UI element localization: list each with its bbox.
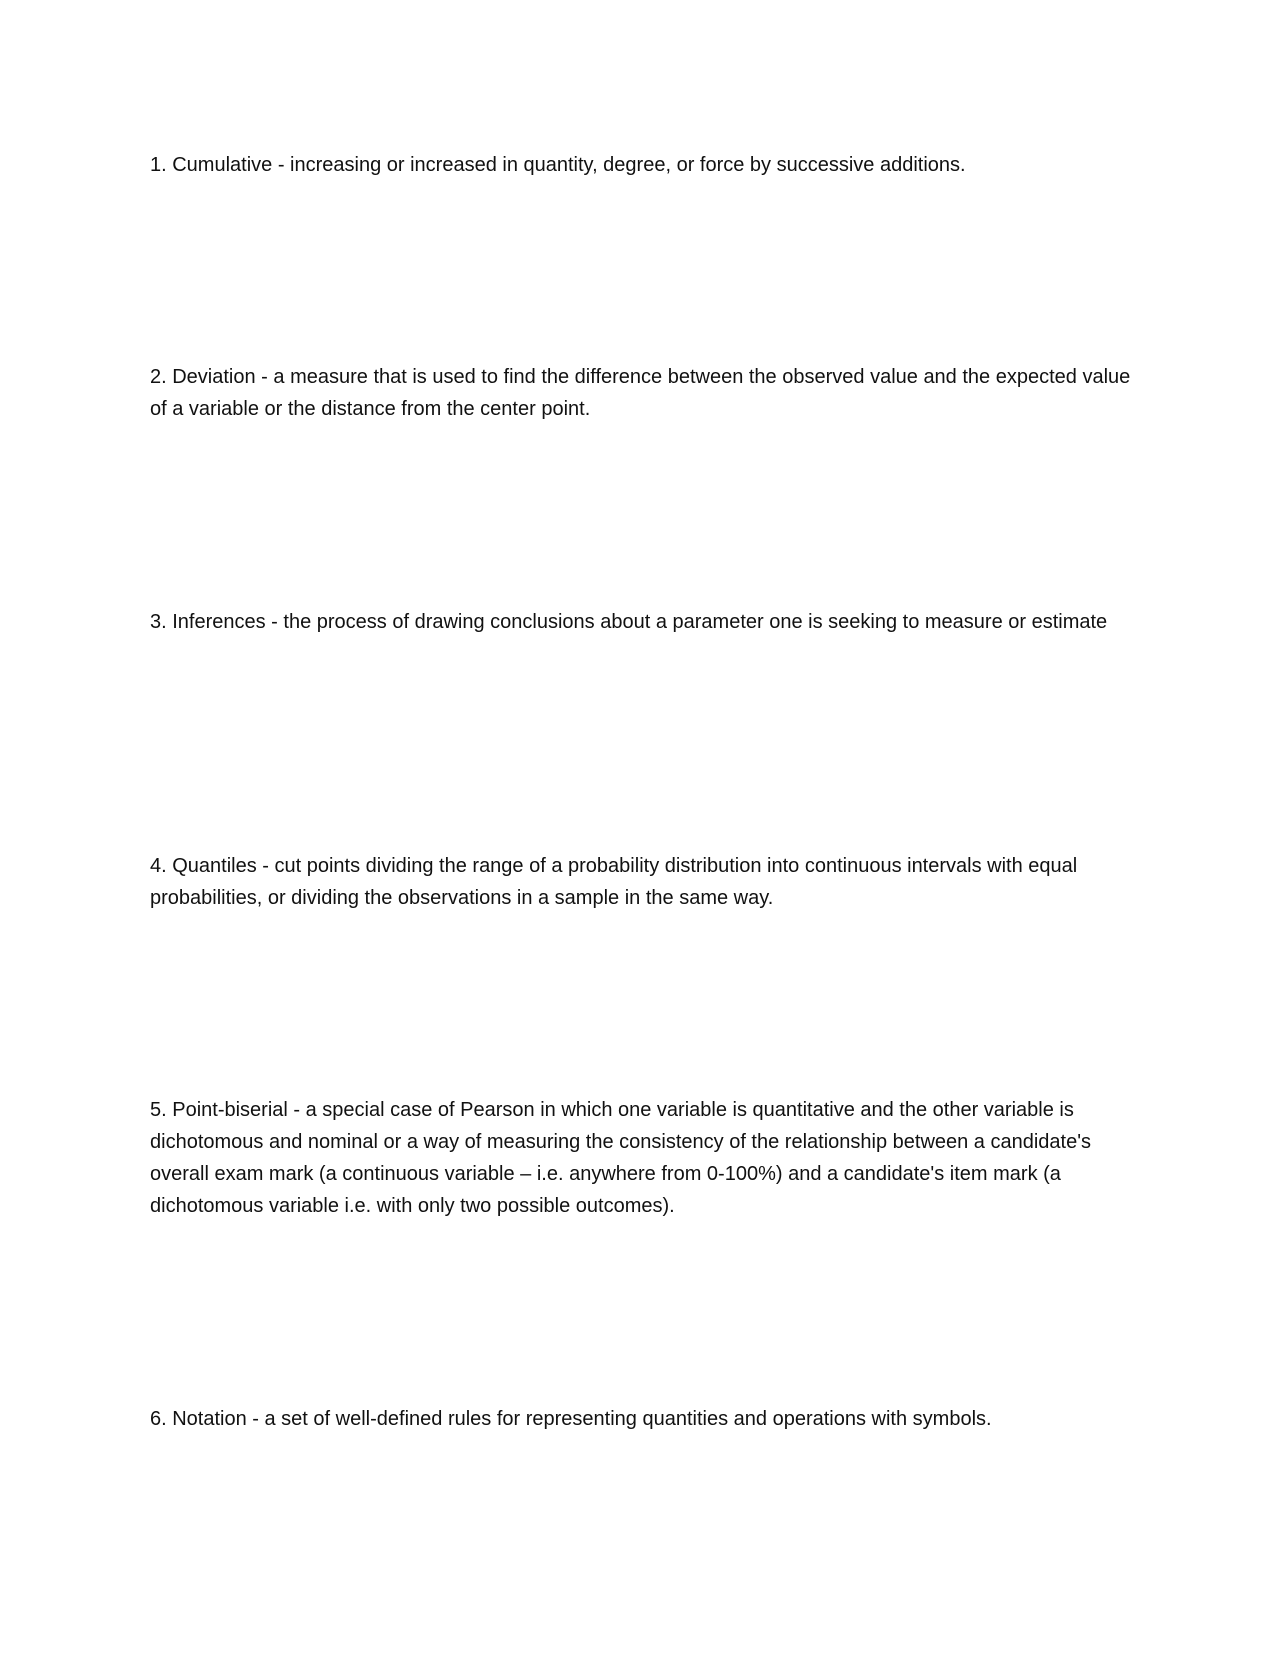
definition-deviation: 2. Deviation - a measure that is used to find the difference between the observed value and the expected value of a variable or the distance from the center point. [150,366,1131,420]
definition-quantiles: 4. Quantiles - cut points dividing the range of a probability distribution into continuous intervals with equal probabilities, or dividing the observations in a sample in the same way. [150,855,1078,909]
definition-inferences: 3. Inferences - the process of drawing conclusions about a parameter one is seeking to measure or estimate [150,611,1108,633]
definition-cumulative: 1. Cumulative - increasing or increased in quantity, degree, or force by successive additions. [150,154,966,176]
definition-point-biserial: 5. Point-biserial - a special case of Pearson in which one variable is quantitative and the other variable is dichotomous and nominal or a way of measuring the consistency of the relationship between a candidate's overall exam mark (a continuous variable – i.e. anywhere from 0-100%) and a candidate's item mark (a dichotomous variable i.e. with only two possible outcomes). [150,1099,1092,1217]
definition-notation: 6. Notation - a set of well-defined rules for representing quantities and operations with symbols. [150,1408,992,1430]
